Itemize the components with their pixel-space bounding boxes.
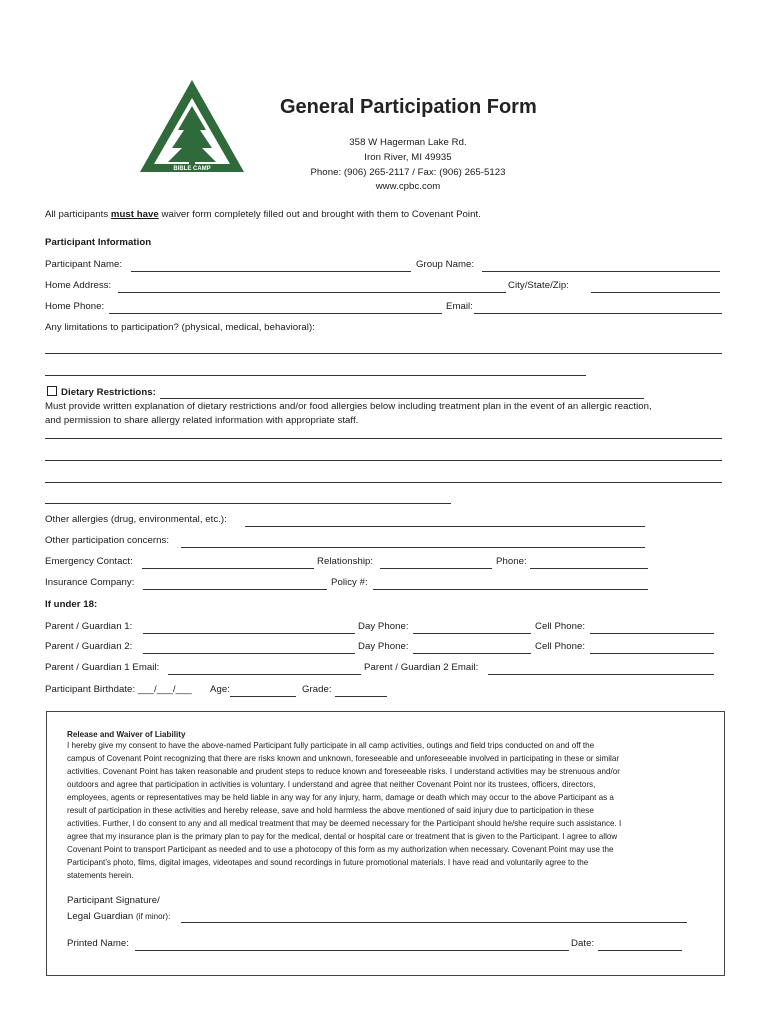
- age-field[interactable]: [230, 696, 296, 697]
- email-field[interactable]: [474, 313, 722, 314]
- dietary-explanation-line-1[interactable]: [45, 438, 722, 439]
- home-address-field[interactable]: [118, 292, 506, 293]
- participant-name-label: Participant Name:: [45, 259, 123, 270]
- insurance-company-label: Insurance Company:: [45, 577, 135, 588]
- date-field[interactable]: [598, 950, 682, 951]
- relationship-label: Relationship:: [317, 556, 374, 567]
- page-title: General Participation Form: [280, 96, 537, 118]
- guardian-1-cell-phone-field[interactable]: [590, 633, 714, 634]
- release-heading: Release and Waiver of Liability: [67, 730, 186, 739]
- insurance-company-field[interactable]: [143, 589, 327, 590]
- guardian-2-cell-phone-label: Cell Phone:: [535, 641, 586, 652]
- phone-fax: Phone: (906) 265-2117 / Fax: (906) 265-5123: [310, 167, 506, 178]
- dietary-note-line-2: and permission to share allergy related information with appropriate staff.: [45, 415, 359, 426]
- email-label: Email:: [446, 301, 473, 312]
- guardian-1-label: Parent / Guardian 1:: [45, 621, 133, 632]
- grade-field[interactable]: [335, 696, 387, 697]
- home-address-label: Home Address:: [45, 280, 112, 291]
- birthdate-field[interactable]: ___/___/___: [137, 684, 192, 695]
- participant-name-field[interactable]: [131, 271, 411, 272]
- other-allergies-label: Other allergies (drug, environmental, etc.):: [45, 514, 227, 525]
- printed-name-label: Printed Name:: [67, 938, 129, 949]
- city-state-zip-field[interactable]: [591, 292, 720, 293]
- age-label: Age:: [210, 684, 230, 695]
- under-18-heading: If under 18:: [45, 599, 98, 610]
- covenant-point-logo: [138, 78, 246, 174]
- guardian-1-email-label: Parent / Guardian 1 Email:: [45, 662, 160, 673]
- policy-number-label: Policy #:: [331, 577, 368, 588]
- home-phone-label: Home Phone:: [45, 301, 105, 312]
- dietary-restrictions-field[interactable]: [160, 398, 644, 399]
- emergency-contact-label: Emergency Contact:: [45, 556, 133, 567]
- guardian-2-label: Parent / Guardian 2:: [45, 641, 133, 652]
- signature-label-2: Legal Guardian (if minor):: [67, 911, 171, 922]
- emergency-contact-field[interactable]: [142, 568, 314, 569]
- guardian-2-field[interactable]: [143, 653, 355, 654]
- birthdate-label: Participant Birthdate: ___/___/___: [45, 684, 192, 695]
- home-phone-field[interactable]: [109, 313, 442, 314]
- other-concerns-label: Other participation concerns:: [45, 535, 170, 546]
- guardian-2-email-label: Parent / Guardian 2 Email:: [364, 662, 479, 673]
- policy-number-field[interactable]: [373, 589, 648, 590]
- emergency-phone-field[interactable]: [530, 568, 648, 569]
- printed-name-field[interactable]: [135, 950, 569, 951]
- dietary-explanation-line-4[interactable]: [45, 503, 451, 504]
- grade-label: Grade:: [302, 684, 332, 695]
- limitations-label: Any limitations to participation? (physical, medical, behavioral):: [45, 322, 315, 333]
- guardian-1-day-phone-label: Day Phone:: [358, 621, 409, 632]
- guardian-2-cell-phone-field[interactable]: [590, 653, 714, 654]
- guardian-1-field[interactable]: [143, 633, 355, 634]
- release-text: I hereby give my consent to have the above-named Participant fully participate in all camp activities, outings and field trips conducted on and off the campus of Covenant Point recognizing that there are risks known and unknown, foreseeable and unforeseeable involved in participating in these or similar activities. Covenant Point has taken reasonable and prudent steps to reduce known and foreseeable risks. I understand activities may be strenuous and/or outdoors and agree that participation in activities is voluntary. I understand and agree that neither Covenant Point nor its trustees, officers, directors, employees, agents or representatives may be held liable in any way for any injury, harm, damage or death which may occur to the above Participant as a result of participation in these activities and hereby release, save and hold harmless the above mentioned of said injury due to participation in these activities. Further, I do consent to any and all medical treatment that may be deemed necessary for the Participant should he/she require such assistance. I agree that my insurance plan is the primary plan to pay for the medical, dental or hospital care or treatment that is given to the Participant. I agree to allow Covenant Point to transport Participant as needed and to use a photocopy of this form as my authorization when necessary. Covenant Point may use the Participant’s photo, films, digital images, videotapes and sound recordings in future promotional materials. I have read and voluntarily agree to the statements herein.: [67, 741, 622, 880]
- address-line-1: 358 W Hagerman Lake Rd.: [349, 137, 467, 148]
- intro-text: All participants must have waiver form completely filled out and brought with them to Covenant Point.: [45, 209, 481, 220]
- participant-info-heading: Participant Information: [45, 237, 152, 248]
- other-concerns-field[interactable]: [181, 547, 645, 548]
- website: www.cpbc.com: [375, 181, 441, 192]
- guardian-1-email-field[interactable]: [168, 674, 361, 675]
- other-allergies-field[interactable]: [245, 526, 645, 527]
- relationship-field[interactable]: [380, 568, 492, 569]
- svg-text:BIBLE CAMP: BIBLE CAMP: [173, 166, 211, 172]
- guardian-2-day-phone-label: Day Phone:: [358, 641, 409, 652]
- limitations-field-line-2[interactable]: [45, 375, 586, 376]
- guardian-2-day-phone-field[interactable]: [413, 653, 531, 654]
- dietary-note-line-1: Must provide written explanation of dietary restrictions and/or food allergies below including treatment plan in the event of an allergic reaction,: [45, 401, 652, 412]
- group-name-field[interactable]: [482, 271, 720, 272]
- dietary-explanation-line-3[interactable]: [45, 482, 722, 483]
- emergency-phone-label: Phone:: [496, 556, 527, 567]
- signature-field[interactable]: [181, 922, 687, 923]
- group-name-label: Group Name:: [416, 259, 475, 270]
- guardian-2-email-field[interactable]: [488, 674, 714, 675]
- guardian-1-cell-phone-label: Cell Phone:: [535, 621, 586, 632]
- dietary-checkbox[interactable]: [47, 386, 57, 396]
- date-label: Date:: [571, 938, 595, 949]
- dietary-explanation-line-2[interactable]: [45, 460, 722, 461]
- city-state-zip-label: City/State/Zip:: [508, 280, 569, 291]
- address-line-2: Iron River, MI 49935: [364, 152, 452, 163]
- limitations-field-line-1[interactable]: [45, 353, 722, 354]
- signature-label-1: Participant Signature/: [67, 895, 160, 906]
- dietary-restrictions-label: Dietary Restrictions:: [47, 386, 156, 398]
- guardian-1-day-phone-field[interactable]: [413, 633, 531, 634]
- must-have-emphasis: must have: [110, 209, 159, 220]
